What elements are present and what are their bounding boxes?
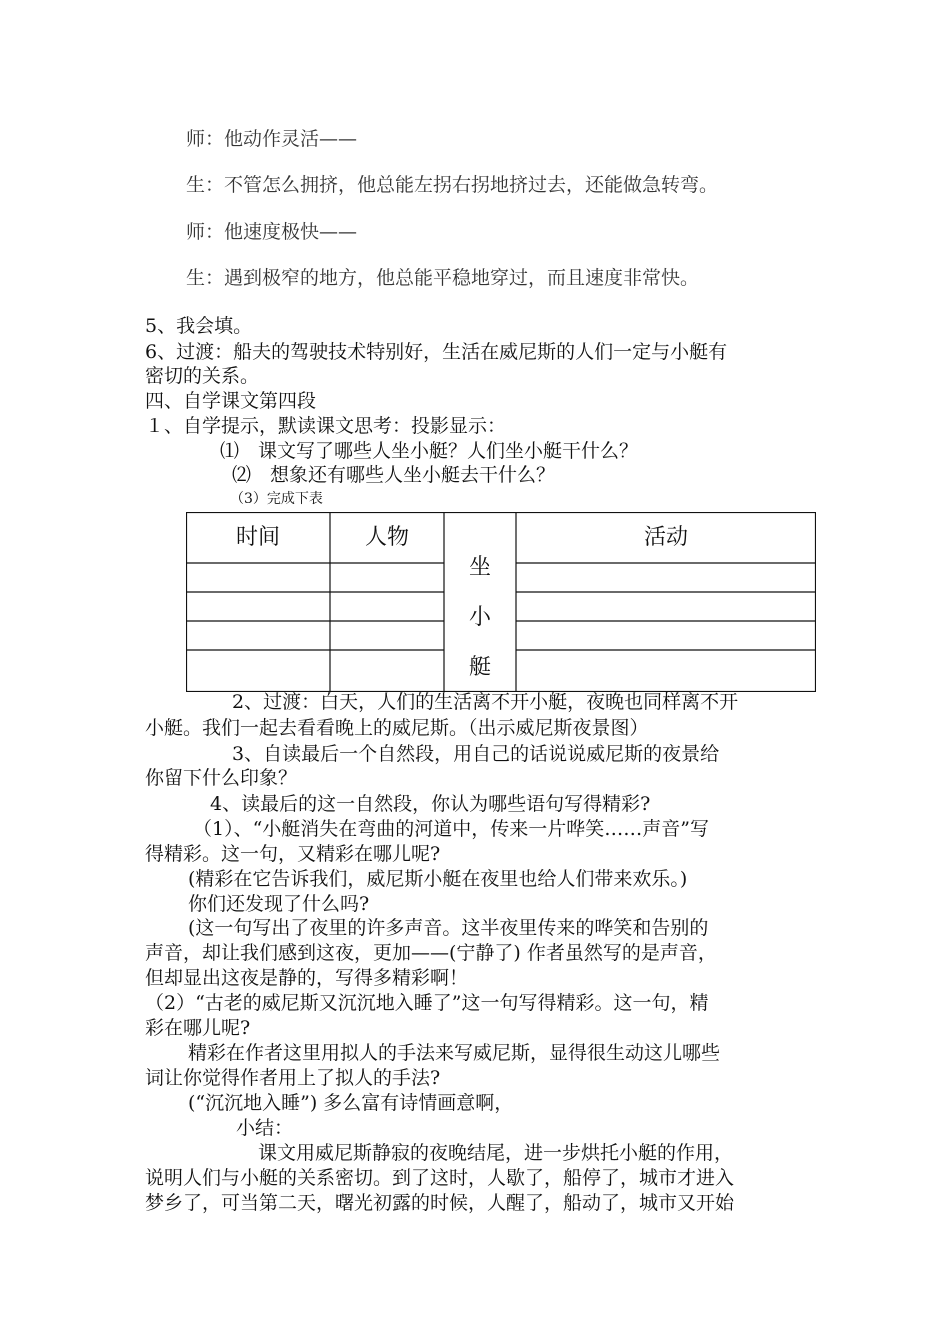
- teacher-line-2: 师：他速度极快——: [186, 221, 358, 243]
- para-8-line-1: (这一句写出了夜里的许多声音。这半夜里传来的哗笑和告别的: [188, 917, 709, 939]
- fill-in-table: [186, 512, 816, 692]
- question-1: ⑴ 课文写了哪些人坐小艇？人们坐小艇干什么？: [220, 440, 639, 462]
- para-10-line-2: 词让你觉得作者用上了拟人的手法?: [145, 1067, 441, 1089]
- para-9-line-1: （2）“古老的威尼斯又沉沉地入睡了”这一句写得精彩。这一句，精: [145, 992, 709, 1014]
- para-4: 4、读最后的这一自然段，你认为哪些语句写得精彩?: [210, 793, 651, 815]
- section-heading-4: 四、自学课文第四段: [145, 390, 317, 412]
- student-line-1: 生：不管怎么拥挤，他总能左拐右拐地挤过去，还能做急转弯。: [186, 174, 719, 196]
- item-6-line-2: 密切的关系。: [145, 365, 260, 387]
- summary-label: 小结：: [236, 1117, 294, 1139]
- para-9-line-2: 彩在哪儿呢?: [145, 1017, 251, 1039]
- item-6-line-1: 6、过渡：船夫的驾驶技术特别好，生活在威尼斯的人们一定与小艇有: [145, 341, 728, 363]
- middle-char-2: 小: [468, 605, 491, 630]
- self-study-tips: １、自学提示，默读课文思考：投影显示：: [145, 415, 507, 437]
- para-12-line-1: 课文用威尼斯静寂的夜晚结尾，进一步烘托小艇的作用，: [258, 1142, 734, 1164]
- para-10-line-1: 精彩在作者这里用拟人的手法来写威尼斯，显得很生动这儿哪些: [188, 1042, 721, 1064]
- para-5-line-1: （1）、“小艇消失在弯曲的河道中，传来一片哗笑……声音”写: [193, 818, 710, 840]
- header-people: 人物: [364, 525, 409, 550]
- para-6: (精彩在它告诉我们，威尼斯小艇在夜里也给人们带来欢乐。): [188, 868, 688, 890]
- middle-char-1: 坐: [468, 555, 491, 580]
- para-12-line-3: 梦乡了，可当第二天，曙光初露的时候，人醒了，船动了，城市又开始: [145, 1192, 735, 1214]
- para-2-line-1: 2、过渡：白天，人们的生活离不开小艇，夜晚也同样离不开: [232, 691, 739, 713]
- para-3-line-2: 你留下什么印象？: [145, 767, 298, 789]
- para-11: (“沉沉地入睡”) 多么富有诗情画意啊，: [188, 1092, 514, 1114]
- para-12-line-2: 说明人们与小艇的关系密切。到了这时，人歇了，船停了，城市才进入: [145, 1167, 735, 1189]
- question-2: ⑵ 想象还有哪些人坐小艇去干什么？: [232, 464, 556, 486]
- teacher-line-1: 师：他动作灵活——: [186, 128, 358, 150]
- para-8-line-2: 声音，却让我们感到这夜，更加——(宁静了) 作者虽然写的是声音，: [145, 942, 717, 964]
- para-7: 你们还发现了什么吗?: [188, 893, 370, 915]
- para-3-line-1: 3、自读最后一个自然段，用自己的话说说威尼斯的夜景给: [232, 743, 720, 765]
- header-activity: 活动: [643, 525, 688, 550]
- question-3: （3）完成下表: [230, 491, 323, 507]
- para-8-line-3: 但却显出这夜是静的，写得多精彩啊！: [145, 967, 469, 989]
- para-5-line-2: 得精彩。这一句，又精彩在哪儿呢?: [145, 843, 441, 865]
- header-time: 时间: [235, 525, 280, 550]
- middle-char-3: 艇: [468, 655, 491, 680]
- student-line-2: 生：遇到极窄的地方，他总能平稳地穿过，而且速度非常快。: [186, 267, 700, 289]
- item-5: 5、我会填。: [145, 315, 253, 337]
- para-2-line-2: 小艇。我们一起去看看晚上的威尼斯。（出示威尼斯夜景图）: [145, 717, 649, 739]
